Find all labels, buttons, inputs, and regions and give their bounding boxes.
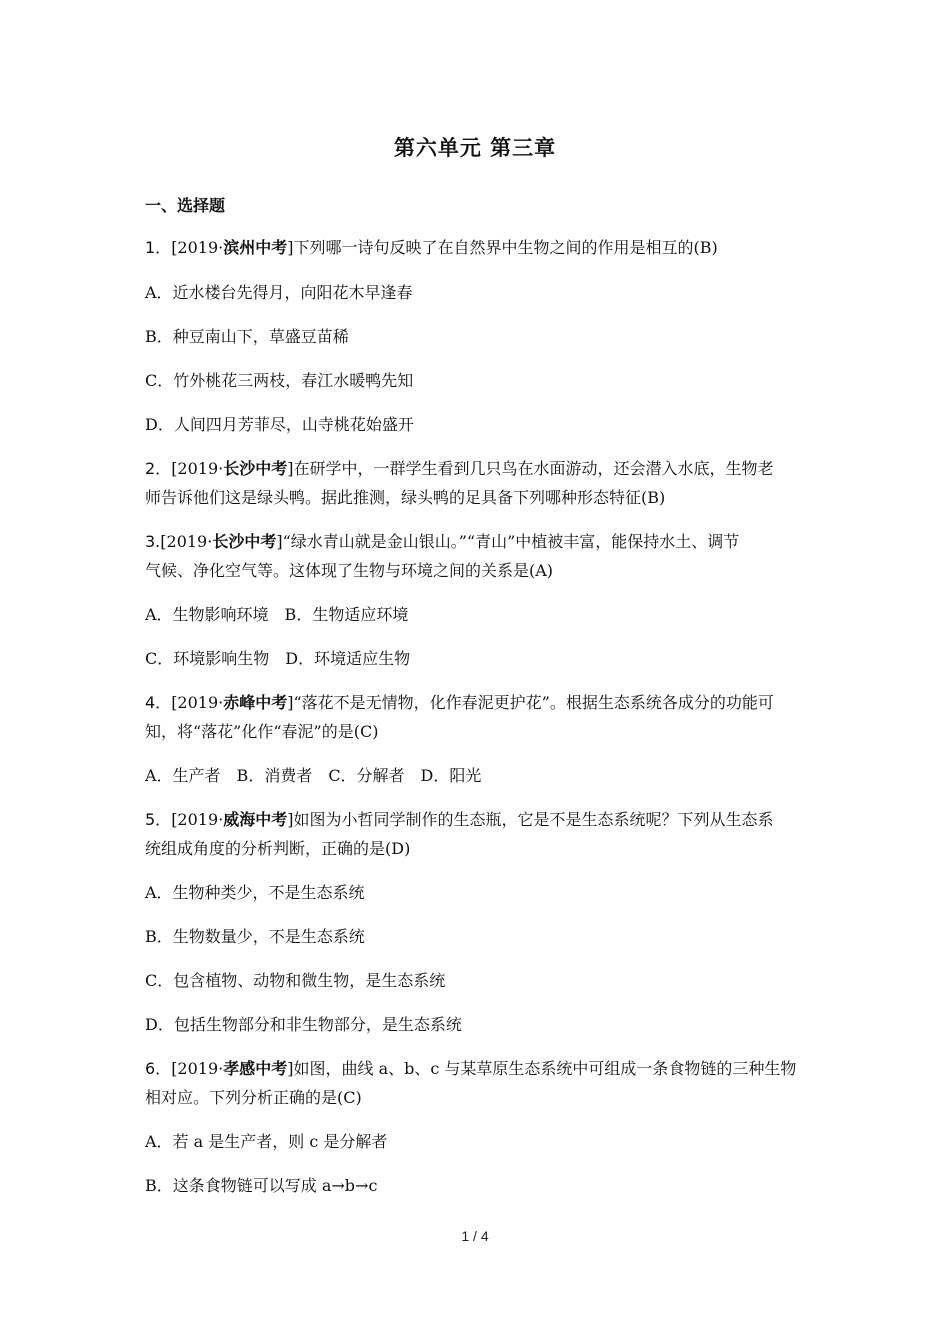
question-5-option-d: D．包括生物部分和非生物部分，是生态系统 bbox=[145, 1015, 462, 1034]
question-text: ]“落花不是无情物，化作春泥更护花”。根据生态系统各成分的功能可 bbox=[287, 693, 774, 712]
source-bracket: [2019· bbox=[171, 810, 224, 829]
source-bracket: [2019· bbox=[160, 532, 213, 551]
source-name: 赤峰中考 bbox=[223, 693, 288, 712]
question-number: 1． bbox=[145, 238, 172, 257]
question-3-options-row-2: C．环境影响生物 D．环境适应生物 bbox=[145, 649, 411, 668]
question-text: ]“绿水青山就是金山银山。”“青山”中植被丰富，能保持水土、调节 bbox=[276, 532, 740, 551]
question-5-stem bbox=[145, 810, 810, 830]
source-bracket: [2019· bbox=[171, 238, 224, 257]
question-5-option-c: C．包含植物、动物和微生物，是生态系统 bbox=[145, 971, 446, 990]
source-bracket: [2019· bbox=[171, 693, 224, 712]
question-text: ]如图为小哲同学制作的生态瓶，它是不是生态系统呢？下列从生态系 bbox=[287, 810, 774, 829]
question-number: 6． bbox=[145, 1059, 172, 1078]
source-bracket: [2019· bbox=[171, 459, 224, 478]
question-number: 5． bbox=[145, 810, 172, 829]
question-3-options-row-1: A．生物影响环境 B．生物适应环境 bbox=[145, 605, 409, 624]
question-5-stem-continued: 统组成角度的分析判断，正确的是(D) bbox=[145, 839, 411, 858]
question-number: 4． bbox=[145, 693, 172, 712]
source-name: 威海中考 bbox=[223, 810, 288, 829]
source-name: 长沙中考 bbox=[212, 532, 277, 551]
source-bracket: [2019· bbox=[171, 1059, 224, 1078]
question-6-option-b: B．这条食物链可以写成 a→b→c bbox=[145, 1176, 378, 1195]
source-name: 孝感中考 bbox=[223, 1059, 288, 1078]
question-4-stem bbox=[145, 693, 810, 713]
question-number: 3. bbox=[145, 532, 161, 551]
question-3-stem-continued: 气候、净化空气等。这体现了生物与环境之间的关系是(A) bbox=[145, 561, 554, 580]
question-5-option-b: B．生物数量少，不是生态系统 bbox=[145, 927, 365, 946]
question-4-stem-continued: 知，将“落花”化作“春泥”的是(C) bbox=[145, 722, 379, 741]
question-2-stem-continued: 师告诉他们这是绿头鸭。据此推测，绿头鸭的足具备下列哪种形态特征(B) bbox=[145, 488, 666, 507]
question-3-stem bbox=[145, 532, 810, 552]
question-4-options: A．生产者 B．消费者 C．分解者 D．阳光 bbox=[145, 766, 482, 785]
question-1-stem bbox=[145, 238, 810, 258]
source-name: 长沙中考 bbox=[223, 459, 288, 478]
question-6-stem bbox=[145, 1059, 810, 1079]
question-1-option-c: C．竹外桃花三两枝，春江水暖鸭先知 bbox=[145, 371, 414, 390]
source-name: 滨州中考 bbox=[223, 238, 288, 257]
question-6-option-a: A．若 a 是生产者，则 c 是分解者 bbox=[145, 1132, 388, 1151]
question-number: 2． bbox=[145, 459, 172, 478]
page-number: 1 / 4 bbox=[461, 1228, 489, 1244]
page-title: 第六单元 第三章 bbox=[393, 136, 557, 160]
question-6-stem-continued: 相对应。下列分析正确的是(C) bbox=[145, 1088, 362, 1107]
question-text: ]在研学中，一群学生看到几只鸟在水面游动，还会潜入水底，生物老 bbox=[287, 459, 774, 478]
question-text: ]如图，曲线 a、b、c 与某草原生态系统中可组成一条食物链的三种生物 bbox=[287, 1059, 797, 1078]
question-1-option-b: B．种豆南山下，草盛豆苗稀 bbox=[145, 327, 349, 346]
question-text: ]下列哪一诗句反映了在自然界中生物之间的作用是相互的(B) bbox=[287, 238, 718, 257]
section-heading: 一、选择题 bbox=[145, 196, 226, 215]
question-1-option-d: D．人间四月芳菲尽，山寺桃花始盛开 bbox=[145, 415, 414, 434]
question-2-stem bbox=[145, 459, 810, 479]
question-1-option-a: A．近水楼台先得月，向阳花木早逢春 bbox=[145, 283, 413, 302]
question-5-option-a: A．生物种类少，不是生态系统 bbox=[145, 883, 365, 902]
